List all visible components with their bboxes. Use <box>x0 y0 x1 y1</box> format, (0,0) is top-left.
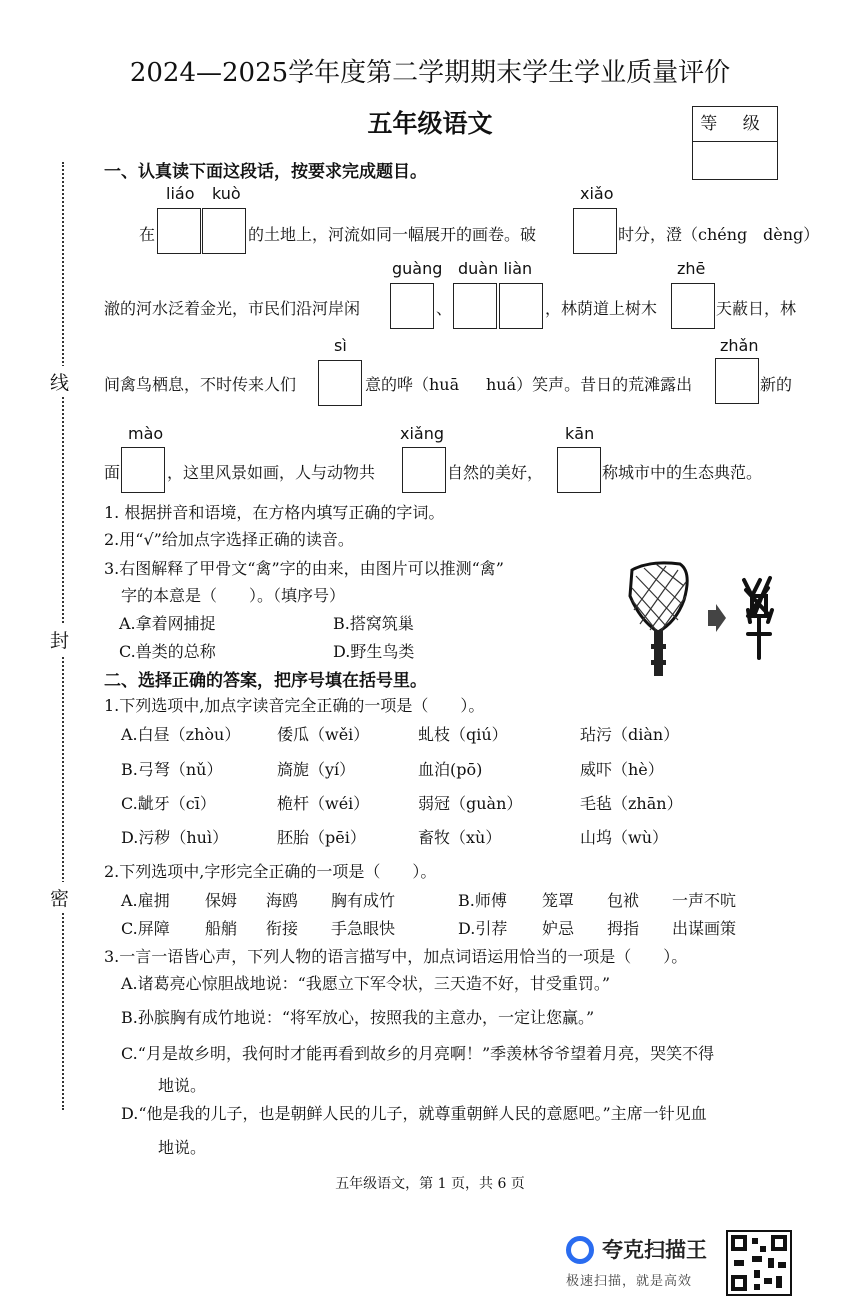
pinyin-kan: kān <box>565 424 595 443</box>
q3-d-line1: D.“他是我的儿子，也是朝鲜人民的儿子，就尊重朝鲜人民的意愿吧。”主席一针见血 <box>121 1104 707 1123</box>
s2-question-3: 3.一言一语皆心声，下列人物的语言描写中，加点词语运用恰当的一项是（ ）。 <box>104 947 688 966</box>
pinyin-mao: mào <box>128 424 164 443</box>
pinyin-xiang: xiǎng <box>400 424 445 443</box>
answer-box[interactable] <box>715 358 759 404</box>
text-line1d: dèng） <box>763 225 820 244</box>
oracle-character-qin <box>744 578 772 658</box>
q2-d-2: 妒忌 <box>542 919 575 938</box>
pinyin-guang: guàng <box>392 259 443 278</box>
net-drawing <box>630 563 687 676</box>
s1-question-3: 3.右图解释了甲骨文“禽”字的由来，由图片可以推测“禽” <box>104 559 504 578</box>
pinyin-zhan: zhǎn <box>720 336 759 355</box>
text-line3a: 间禽鸟栖息，不时传来人们 <box>104 375 297 394</box>
text-line1b: 的土地上，河流如同一幅展开的画卷。破 <box>248 225 537 244</box>
q2-b-3: 包袱 <box>607 891 640 910</box>
q3-a: A.诸葛亮心惊胆战地说：“我愿立下军令状，三天造不好，甘受重罚。” <box>121 974 611 993</box>
answer-box[interactable] <box>557 447 601 493</box>
scanner-logo-icon <box>566 1236 594 1264</box>
q1-d-2: 胚胎（pēi） <box>277 828 366 847</box>
q2-b-2: 笼罩 <box>542 891 575 910</box>
q1-a-2: 倭瓜（wěi） <box>277 725 370 744</box>
text-line3c: huá）笑声。昔日的荒滩露出 <box>486 375 693 394</box>
answer-box[interactable] <box>157 208 201 254</box>
text-line1c: 时分，澄（chéng <box>618 225 748 244</box>
text-line3b: 意的哗（huā <box>365 375 460 394</box>
q3-c-line1: C.“月是故乡明，我何时才能再看到故乡的月亮啊！”季羡林爷爷望着月亮，哭笑不得 <box>121 1044 715 1063</box>
answer-box[interactable] <box>453 283 497 329</box>
section2-heading: 二、选择正确的答案，把序号填在括号里。 <box>104 671 427 691</box>
q1-a-1: A.白昼（zhòu） <box>121 725 241 744</box>
pinyin-zhe: zhē <box>677 259 706 278</box>
answer-box[interactable] <box>390 283 434 329</box>
text-line4a: 面 <box>104 463 121 482</box>
q3-b: B.孙膑胸有成竹地说：“将军放心，按照我的主意办，一定让您赢。” <box>121 1008 595 1027</box>
pinyin-xiao: xiǎo <box>580 184 614 203</box>
answer-box[interactable] <box>499 283 543 329</box>
q2-a-4: 胸有成竹 <box>331 891 396 910</box>
page-footer: 五年级语文，第 1 页，共 6 页 <box>335 1176 525 1192</box>
q2-c-2: 船艄 <box>205 919 238 938</box>
grade-box <box>692 106 778 180</box>
answer-box[interactable] <box>318 360 362 406</box>
q1-b-3: 血泊(pō) <box>418 760 483 779</box>
q3-option-c[interactable]: C.兽类的总称 <box>119 642 216 661</box>
pinyin-si: sì <box>334 336 347 355</box>
text-line2c: ，林荫道上树木 <box>545 299 658 318</box>
pinyin-duan-lian: duàn liàn <box>458 259 533 278</box>
binding-mark-feng: 封 <box>50 624 69 655</box>
oracle-bone-illustration <box>620 560 780 686</box>
scanner-slogan: 极速扫描，就是高效 <box>566 1274 693 1289</box>
q3-option-b[interactable]: B.搭窝筑巢 <box>333 614 414 633</box>
q2-c-3: 衔接 <box>266 919 299 938</box>
s1-question-2: 2.用“√”给加点字选择正确的读音。 <box>104 530 354 549</box>
text-line4b: ，这里风景如画，人与动物共 <box>167 463 376 482</box>
q3-option-a[interactable]: A.拿着网捕捉 <box>119 614 216 633</box>
q2-a-1: A.雇拥 <box>121 891 170 910</box>
pinyin-liao: liáo <box>166 184 195 203</box>
grade-label: 等 级 <box>693 107 777 142</box>
subject-title: 五年级语文 <box>367 109 493 138</box>
q1-b-2: 旖旎（yí） <box>277 760 356 779</box>
q1-c-2: 桅杆（wéi） <box>277 794 370 813</box>
answer-box[interactable] <box>671 283 715 329</box>
answer-box[interactable] <box>121 447 165 493</box>
text-line2d: 天蔽日，林 <box>716 299 797 318</box>
qr-code-icon <box>726 1230 792 1296</box>
answer-box[interactable] <box>573 208 617 254</box>
q1-d-4: 山坞（wù） <box>580 828 669 847</box>
q2-c-1: C.屏障 <box>121 919 170 938</box>
text-line4d: 称城市中的生态典范。 <box>602 463 763 482</box>
arrow-icon <box>708 604 726 632</box>
binding-mark-mi: 密 <box>50 882 69 913</box>
answer-box[interactable] <box>402 447 446 493</box>
q2-a-3: 海鸥 <box>266 891 299 910</box>
s1-question-3-line2: 字的本意是（ ）。（填序号） <box>121 586 346 605</box>
text-line1a: 在 <box>139 225 156 244</box>
q2-d-3: 拇指 <box>607 919 640 938</box>
s2-question-1: 1.下列选项中,加点字读音完全正确的一项是（ ）。 <box>104 696 485 715</box>
q1-b-1: B.弓弩（nǔ） <box>121 760 223 779</box>
q1-d-3: 畜牧（xù） <box>418 828 502 847</box>
q2-d-1: D.引荐 <box>458 919 508 938</box>
binding-mark-xian: 线 <box>50 366 69 397</box>
q2-c-4: 手急眼快 <box>331 919 396 938</box>
s1-question-1: 1. 根据拼音和语境，在方格内填写正确的字词。 <box>104 503 445 522</box>
section1-heading: 一、认真读下面这段话，按要求完成题目。 <box>104 162 427 182</box>
scanner-brand: 夸克扫描王 <box>602 1238 707 1262</box>
pinyin-kuo: kuò <box>212 184 241 203</box>
q1-c-1: C.龇牙（cī） <box>121 794 216 813</box>
q2-b-1: B.师傅 <box>458 891 507 910</box>
q1-d-1: D.污秽（huì） <box>121 828 229 847</box>
q3-option-d[interactable]: D.野生鸟类 <box>333 642 415 661</box>
q1-b-4: 威吓（hè） <box>580 760 664 779</box>
q1-a-4: 玷污（diàn） <box>580 725 680 744</box>
s2-question-2: 2.下列选项中,字形完全正确的一项是（ ）。 <box>104 862 437 881</box>
q2-b-4: 一声不吭 <box>672 891 737 910</box>
q1-a-3: 虬枝（qiú） <box>418 725 508 744</box>
exam-title: 2024—2025学年度第二学期期末学生学业质量评价 <box>129 58 731 88</box>
q1-c-4: 毛毡（zhān） <box>580 794 683 813</box>
q3-c-line2: 地说。 <box>158 1076 207 1095</box>
answer-box[interactable] <box>202 208 246 254</box>
text-line4c: 自然的美好， <box>447 463 544 482</box>
q3-d-line2: 地说。 <box>158 1138 207 1157</box>
q1-c-3: 弱冠（guàn） <box>418 794 523 813</box>
text-line2b: 、 <box>436 299 453 318</box>
q2-d-4: 出谋画策 <box>672 919 737 938</box>
text-line3d: 新的 <box>760 375 793 394</box>
text-line2a: 澈的河水泛着金光，市民们沿河岸闲 <box>104 299 361 318</box>
q2-a-2: 保姆 <box>205 891 238 910</box>
